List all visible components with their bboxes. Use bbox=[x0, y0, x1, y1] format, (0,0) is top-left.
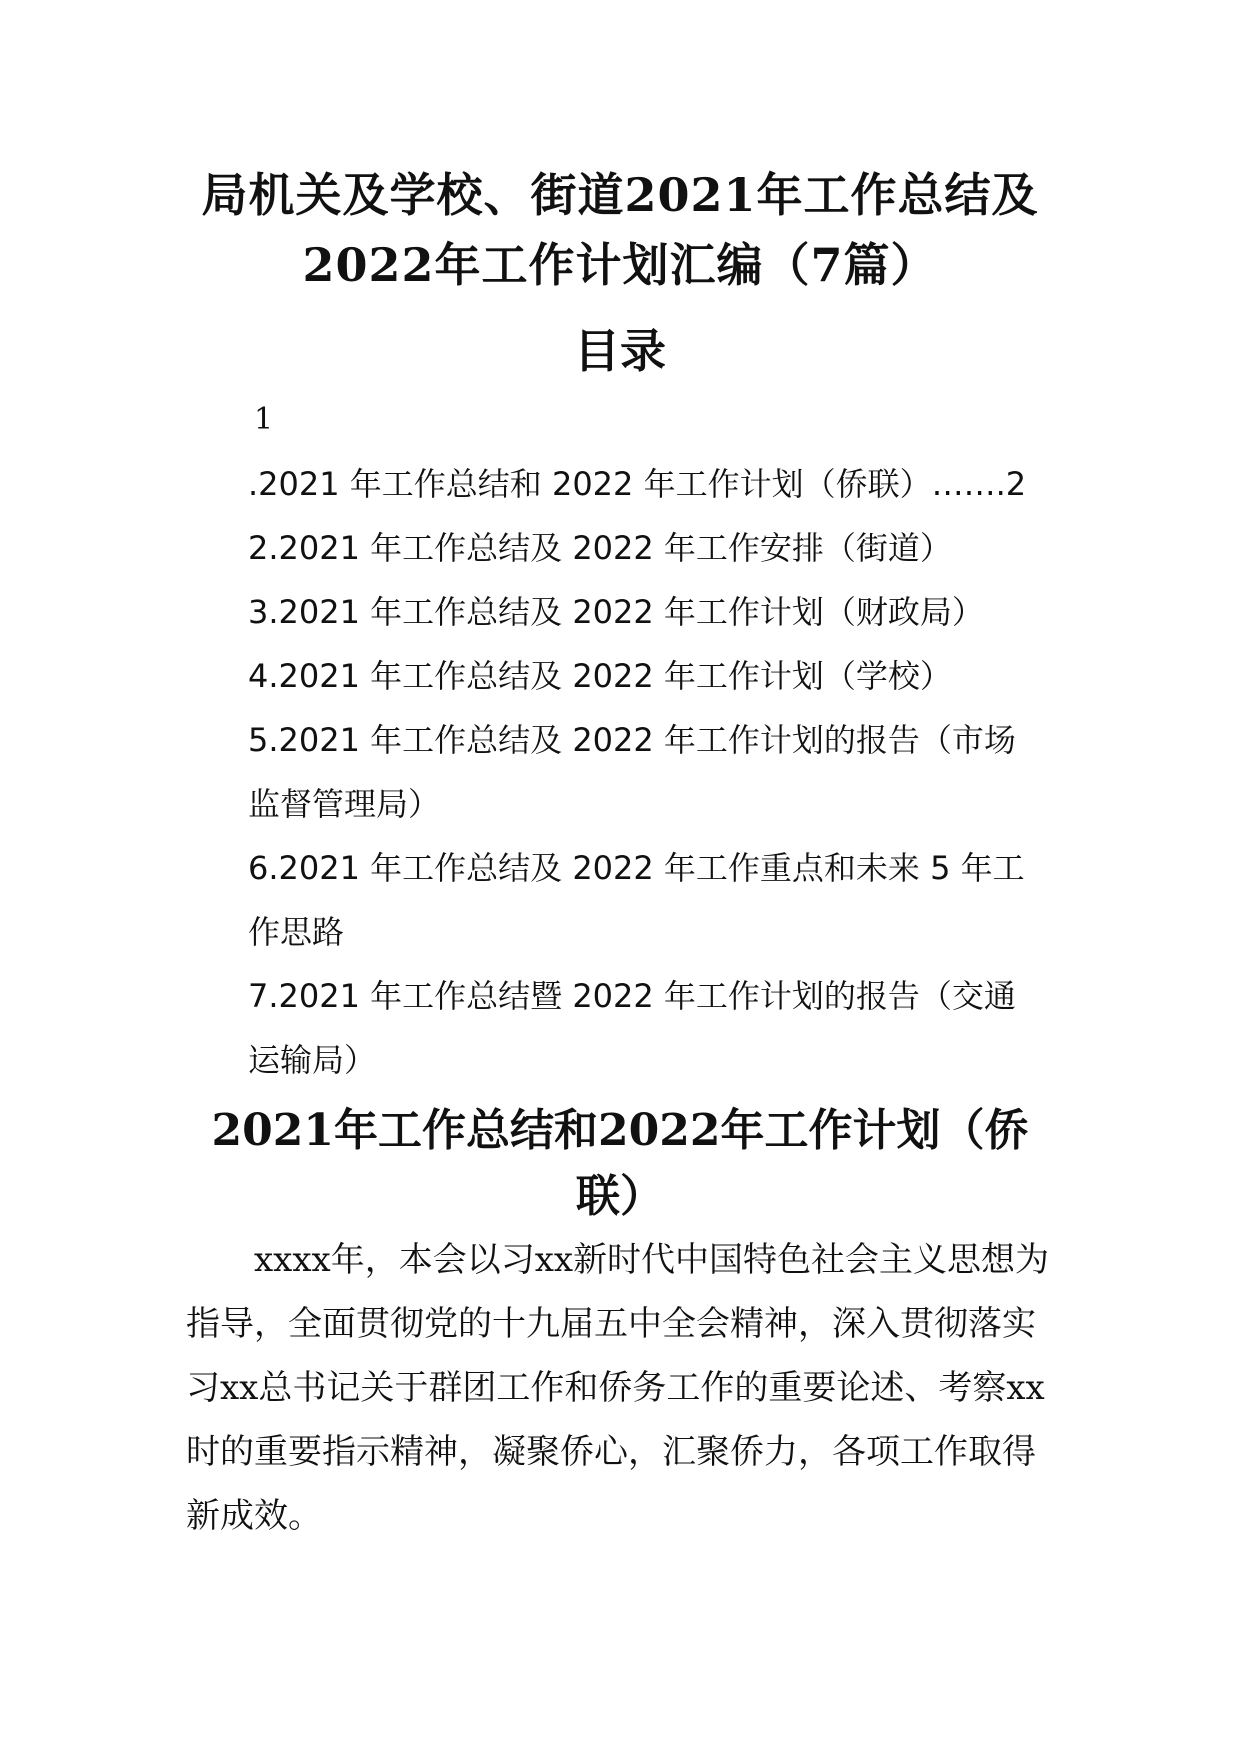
placeholder-name: xx bbox=[534, 1240, 574, 1280]
title-year: 2022 bbox=[302, 238, 435, 292]
paragraph-text: 年，本会以习 bbox=[330, 1240, 535, 1280]
title-text: 年工作计划汇编（ bbox=[434, 238, 811, 292]
toc-item-5[interactable]: 5.2021 年工作总结及 2022 年工作计划的报告（市场 bbox=[248, 721, 1016, 759]
section-title-text: 年工作总结和 bbox=[334, 1105, 598, 1156]
paragraph-text: 习 bbox=[186, 1368, 220, 1408]
toc-item-2[interactable]: 2.2021 年工作总结及 2022 年工作安排（街道） bbox=[248, 529, 952, 567]
document-title-line-1 bbox=[150, 160, 1090, 230]
document-title-line-2 bbox=[150, 230, 1090, 300]
toc-page-mark: 1 bbox=[254, 402, 274, 437]
paragraph-text: 总书记关于群团工作和侨务工作的重要论述、考察 bbox=[258, 1368, 1007, 1408]
section-title-year: 2021 bbox=[211, 1105, 334, 1156]
section-title-line-1 bbox=[150, 1098, 1090, 1164]
paragraph-line-2: 指导，全面贯彻党的十九届五中全会精神，深入贯彻落实 bbox=[186, 1304, 1036, 1344]
placeholder-year: xxxx bbox=[254, 1240, 331, 1280]
title-text: 局机关及学校、街道 bbox=[201, 168, 625, 222]
title-text: 篇） bbox=[843, 238, 938, 292]
placeholder-place: xx bbox=[1006, 1368, 1045, 1408]
title-text: 年工作总结及 bbox=[756, 168, 1039, 222]
paragraph-line-5: 新成效。 bbox=[186, 1496, 322, 1536]
paragraph-text: 新时代中国特色社会主义思想为 bbox=[573, 1240, 1050, 1280]
toc-item-6[interactable]: 6.2021 年工作总结及 2022 年工作重点和未来 5 年工 bbox=[248, 849, 1025, 887]
section-title-year: 2022 bbox=[598, 1105, 721, 1156]
toc-heading: 目录 bbox=[574, 324, 666, 378]
toc-item-7[interactable]: 7.2021 年工作总结暨 2022 年工作计划的报告（交通 bbox=[248, 977, 1016, 1015]
title-year: 2021 bbox=[624, 168, 757, 222]
section-title-text: 年工作计划（侨 bbox=[720, 1105, 1029, 1156]
toc-item-3[interactable]: 3.2021 年工作总结及 2022 年工作计划（财政局） bbox=[248, 593, 984, 631]
toc-item-7-cont[interactable]: 运输局） bbox=[248, 1041, 377, 1079]
paragraph-line-3 bbox=[186, 1356, 1045, 1420]
toc-item-4[interactable]: 4.2021 年工作总结及 2022 年工作计划（学校） bbox=[248, 657, 952, 695]
toc-item-6-cont[interactable]: 作思路 bbox=[248, 913, 345, 951]
paragraph-line-4: 时的重要指示精神，凝聚侨心，汇聚侨力，各项工作取得 bbox=[186, 1432, 1036, 1472]
section-title-line-2: 联） bbox=[576, 1171, 664, 1222]
placeholder-name: xx bbox=[220, 1368, 259, 1408]
paragraph-line-1 bbox=[254, 1228, 1049, 1292]
toc-item-1[interactable]: .2021 年工作总结和 2022 年工作计划（侨联）…….2 bbox=[248, 465, 1027, 503]
toc-item-5-cont[interactable]: 监督管理局） bbox=[248, 785, 441, 823]
title-count: 7 bbox=[810, 238, 844, 292]
